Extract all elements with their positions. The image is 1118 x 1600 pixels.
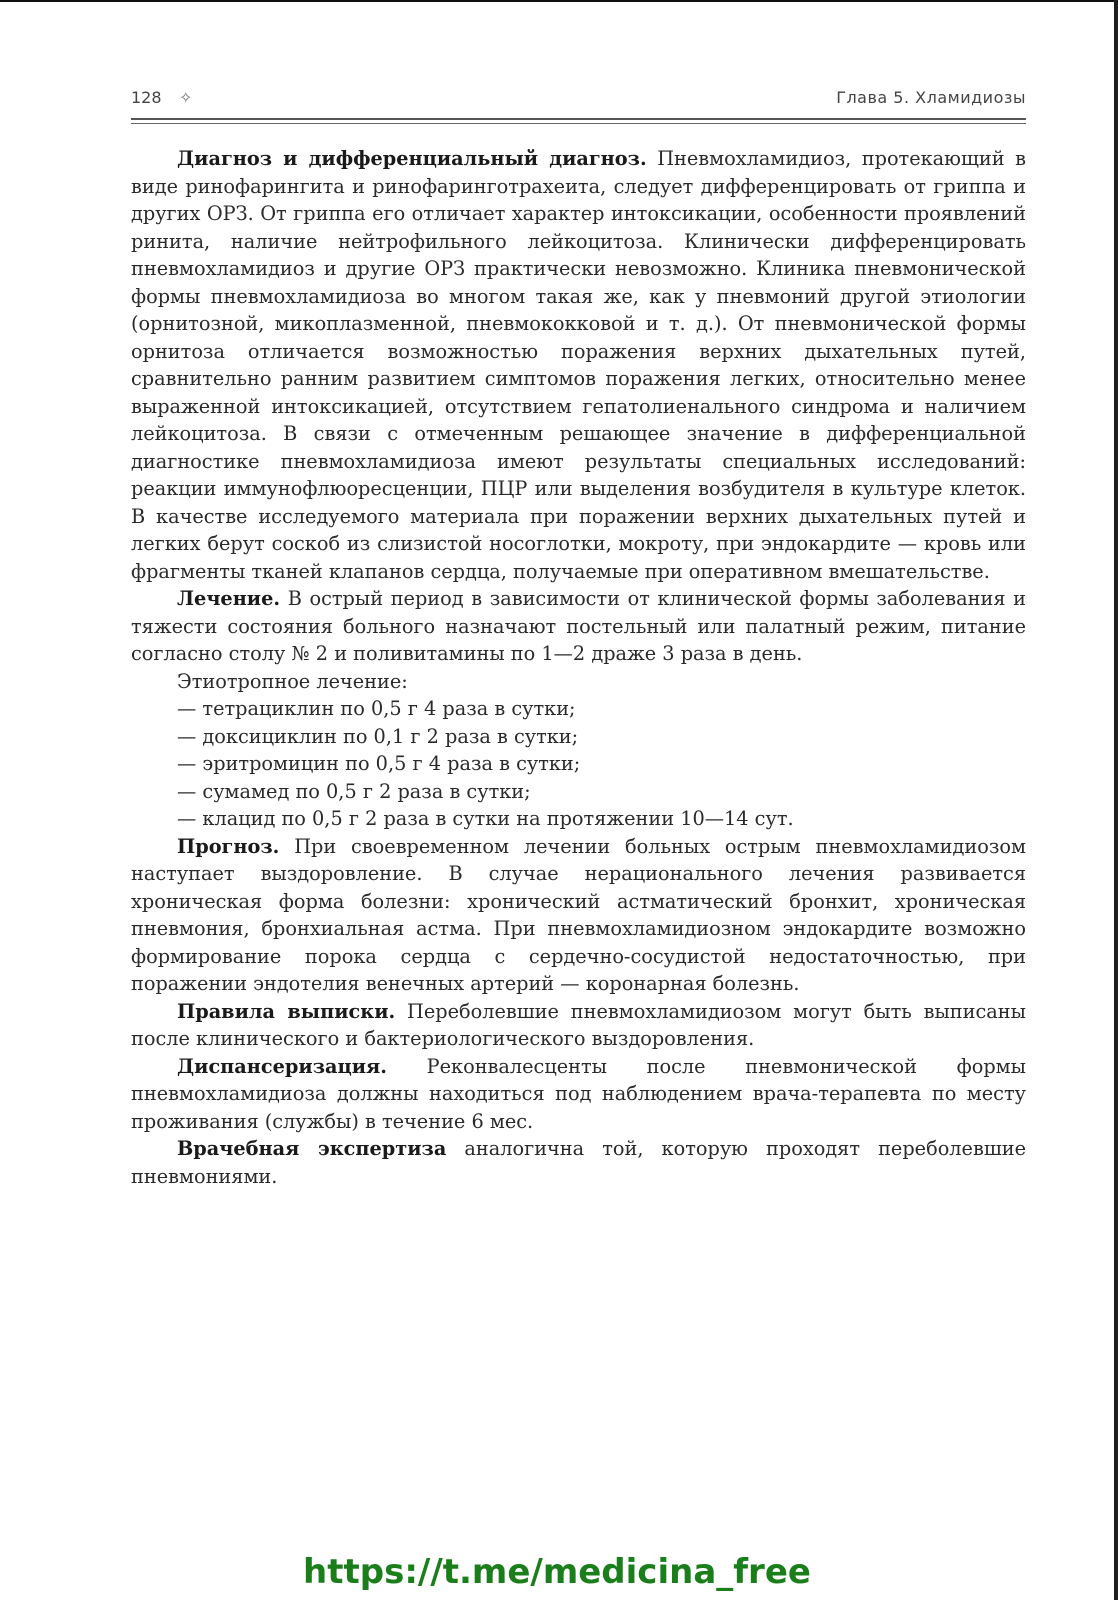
treatment-list — [131, 695, 1026, 833]
heading-dispensary: Диспансеризация. — [177, 1054, 387, 1078]
etiotropic-label: Этиотропное лечение: — [177, 669, 408, 693]
heading-expertise: Врачебная экспертиза — [177, 1137, 447, 1160]
text-expertise: аналогична той, которую проходят переболевшие пневмониями. — [131, 1137, 1026, 1188]
text-diagnosis: Пневмохламидиоз, протекающий в виде ринофарингита и ринофаринготрахеита, следует дифференцировать от гриппа и других ОРЗ. От гриппа его отличает характер интоксикации, особенности проявлений ринита, наличие нейтрофильного лейкоцитоза. Клинически дифференцировать пневмохламидиоз и другие ОРЗ практически невозможно. Клиника пневмонической формы пневмохламидиоза во многом такая же, как у пневмоний другой этиологии (орнитозной, микоплазменной, пневмококковой и т. д.). От пневмонической формы орнитоза отличается возможностью поражения верхних дыхательных путей, сравнительно ранним развитием симптомов поражения легких, относительно менее выраженной интоксикацией, отсутствием гепатолиенального синдрома и наличием лейкоцитоза. В связи с отмеченным решающее значение в дифференциальной диагностике пневмохламидиоза имеют результаты специальных исследований: реакции иммунофлюоресценции, ПЦР или выделения возбудителя в культуре клеток. В качестве исследуемого материала при поражении верхних дыхательных путей и легких берут соскоб из слизистой носоглотки, мокроту, при эндокардите — кровь или фрагменты тканей клапанов сердца, получаемые при оперативном вмешательстве. — [131, 147, 1026, 583]
page-number: 128 — [131, 88, 162, 107]
header-rule-thin — [131, 123, 1026, 124]
heading-diagnosis: Диагноз и дифференциальный диагноз. — [177, 147, 647, 170]
telegram-link[interactable]: https://t.me/medicina_free — [303, 1552, 811, 1592]
paragraph-discharge — [131, 998, 1026, 1053]
paragraph-diagnosis — [131, 145, 1026, 585]
header-rule-thick — [131, 118, 1026, 120]
paragraph-expertise — [131, 1135, 1026, 1190]
text-dispensary: Реконвалесценты после пневмонической формы пневмохламидиоза должны находиться под наблюдением врача-терапевта по месту проживания (службы) в течение 6 мес. — [131, 1054, 1026, 1133]
page-body — [131, 145, 1026, 1190]
paragraph-treatment — [131, 585, 1026, 668]
heading-treatment: Лечение. — [177, 587, 281, 610]
page-edge-shadow — [1114, 0, 1118, 1600]
heading-prognosis: Прогноз. — [177, 834, 280, 858]
paragraph-dispensary — [131, 1053, 1026, 1136]
text-discharge: Переболевшие пневмохламидиозом могут быть выписаны после клинического и бактериологического выздоровления. — [131, 999, 1026, 1050]
chapter-title: Глава 5. Хламидиозы — [836, 88, 1026, 107]
heading-discharge: Правила выписки. — [177, 999, 396, 1023]
list-item: — доксициклин по 0,1 г 2 раза в сутки; — [177, 724, 579, 748]
running-header — [131, 88, 1026, 112]
list-item: — сумамед по 0,5 г 2 раза в сутки; — [177, 779, 531, 803]
list-item: — клацид по 0,5 г 2 раза в сутки на протяжении 10—14 сут. — [177, 807, 794, 830]
diamond-ornament-icon: ✧ — [179, 88, 193, 107]
list-item: — тетрациклин по 0,5 г 4 раза в сутки; — [177, 697, 576, 720]
text-treatment: В острый период в зависимости от клинической формы заболевания и тяжести состояния больного назначают постельный или палатный режим, питание согласно столу № 2 и поливитамины по 1—2 драже 3 раза в день. — [131, 587, 1026, 665]
text-prognosis: При своевременном лечении больных острым пневмохламидиозом наступает выздоровление. В случае нерационального лечения развивается хроническая форма болезни: хронический астматический бронхит, хроническая пневмония, бронхиальная астма. При пневмохламидиозном эндокардите возможно формирование порока сердца с сердечно-сосудистой недостаточностью, при поражении эндотелия венечных артерий — коронарная болезнь. — [131, 834, 1026, 995]
paragraph-prognosis — [131, 833, 1026, 998]
list-item: — эритромицин по 0,5 г 4 раза в сутки; — [177, 752, 581, 775]
